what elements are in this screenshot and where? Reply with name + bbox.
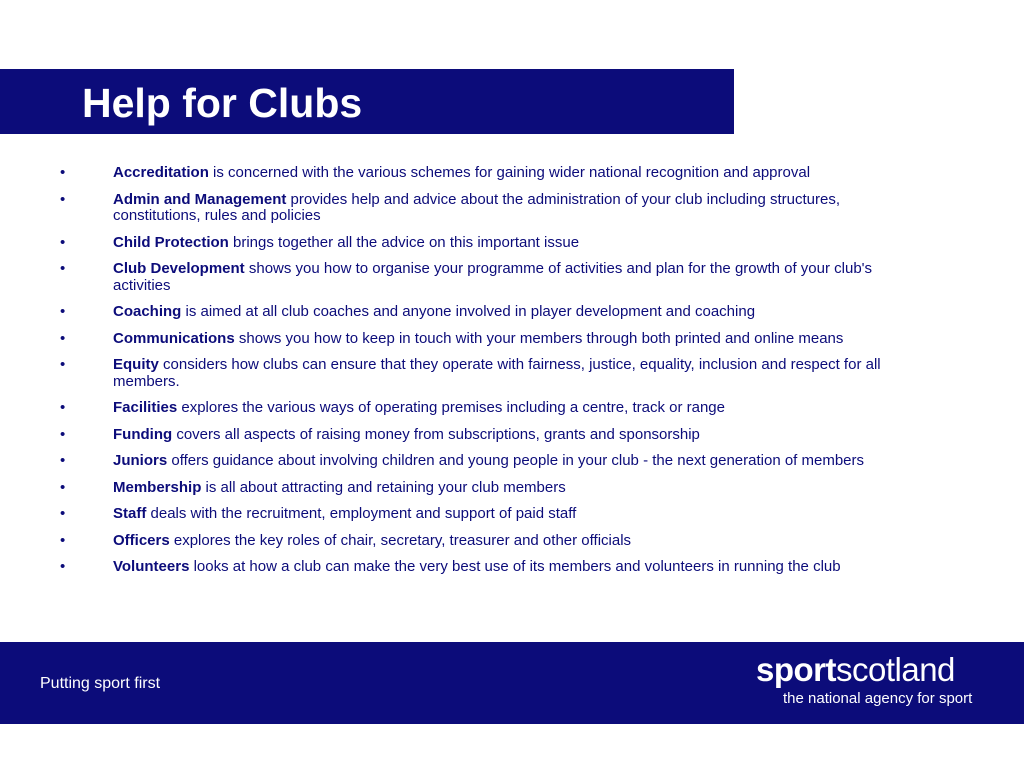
list-item-description: deals with the recruitment, employment and support of paid staff bbox=[146, 505, 577, 522]
brand-logo-bold: sport bbox=[756, 651, 836, 688]
list-item-term: Accreditation bbox=[113, 164, 209, 181]
bullet-icon: • bbox=[60, 399, 66, 416]
list-item bbox=[0, 304, 960, 321]
list-item-term: Coaching bbox=[113, 303, 182, 320]
list-item bbox=[0, 165, 960, 182]
brand-logo bbox=[756, 650, 955, 690]
list-item-term: Membership bbox=[113, 478, 202, 496]
list-item-description: brings together all the advice on this important issue bbox=[228, 233, 580, 251]
bullet-icon: • bbox=[60, 558, 66, 575]
list-item-term: Juniors bbox=[113, 452, 168, 469]
list-item-description: looks at how a club can make the very best use of its members and volunteers in running the club bbox=[189, 558, 841, 575]
bullet-icon: • bbox=[60, 478, 66, 496]
bullet-icon: • bbox=[60, 164, 66, 181]
list-item-description: is concerned with the various schemes for gaining wider national recognition and approval bbox=[208, 164, 811, 181]
list-item-term: Admin and Management bbox=[113, 190, 287, 208]
list-item-description: shows you how to keep in touch with your members through both printed and online means bbox=[234, 329, 844, 347]
bullet-icon: • bbox=[60, 233, 66, 251]
bullet-icon: • bbox=[60, 329, 66, 347]
list-item-description: covers all aspects of raising money from subscriptions, grants and sponsorship bbox=[172, 425, 700, 443]
brand-logo-light: scotland bbox=[836, 651, 955, 688]
list-item-description: explores the key roles of chair, secretary, treasurer and other officials bbox=[169, 531, 632, 549]
bullet-icon: • bbox=[60, 425, 66, 443]
list-item-description: is all about attracting and retaining your club members bbox=[201, 478, 566, 496]
list-item-term: Funding bbox=[113, 425, 173, 443]
list-item-term: Communications bbox=[113, 329, 235, 347]
bullet-icon: • bbox=[60, 356, 66, 373]
list-item-term: Club Development bbox=[113, 260, 245, 277]
list-item-term: Officers bbox=[113, 531, 170, 549]
list-item-term: Volunteers bbox=[113, 558, 190, 575]
list-item-description: shows you how to organise your programme of activities and plan for the growth of your club's activities bbox=[113, 260, 873, 294]
list-item-description: provides help and advice about the administration of your club including structures, constitutions, rules and policies bbox=[113, 190, 841, 224]
list-item bbox=[0, 427, 960, 444]
list-item bbox=[0, 331, 960, 348]
list-item-description: considers how clubs can ensure that they operate with fairness, justice, equality, inclusion and respect for all members. bbox=[113, 356, 881, 390]
list-item-term: Child Protection bbox=[113, 233, 229, 251]
slide-title: Help for Clubs bbox=[82, 80, 363, 126]
bullet-icon: • bbox=[60, 303, 66, 320]
list-item-description: offers guidance about involving children and young people in your club - the next generation of members bbox=[167, 452, 865, 469]
list-item-description: explores the various ways of operating premises including a centre, track or range bbox=[177, 399, 725, 416]
list-item bbox=[0, 400, 960, 417]
bullet-icon: • bbox=[60, 505, 66, 522]
list-item bbox=[0, 357, 960, 390]
footer-tagline: Putting sport first bbox=[40, 675, 161, 692]
bullet-icon: • bbox=[60, 531, 66, 549]
list-item bbox=[0, 533, 960, 550]
bullet-icon: • bbox=[60, 260, 66, 277]
topic-list bbox=[0, 165, 960, 586]
list-item bbox=[0, 261, 960, 294]
list-item bbox=[0, 235, 960, 252]
bullet-icon: • bbox=[60, 452, 66, 469]
list-item bbox=[0, 453, 960, 470]
list-item-term: Facilities bbox=[113, 399, 178, 416]
list-item-term: Staff bbox=[113, 505, 147, 522]
list-item bbox=[0, 506, 960, 523]
list-item bbox=[0, 480, 960, 497]
list-item-term: Equity bbox=[113, 356, 159, 373]
list-item bbox=[0, 559, 960, 576]
brand-subtitle: the national agency for sport bbox=[783, 690, 973, 707]
list-item-description: is aimed at all club coaches and anyone involved in player development and coaching bbox=[181, 303, 756, 320]
bullet-icon: • bbox=[60, 190, 66, 208]
list-item bbox=[0, 192, 960, 225]
